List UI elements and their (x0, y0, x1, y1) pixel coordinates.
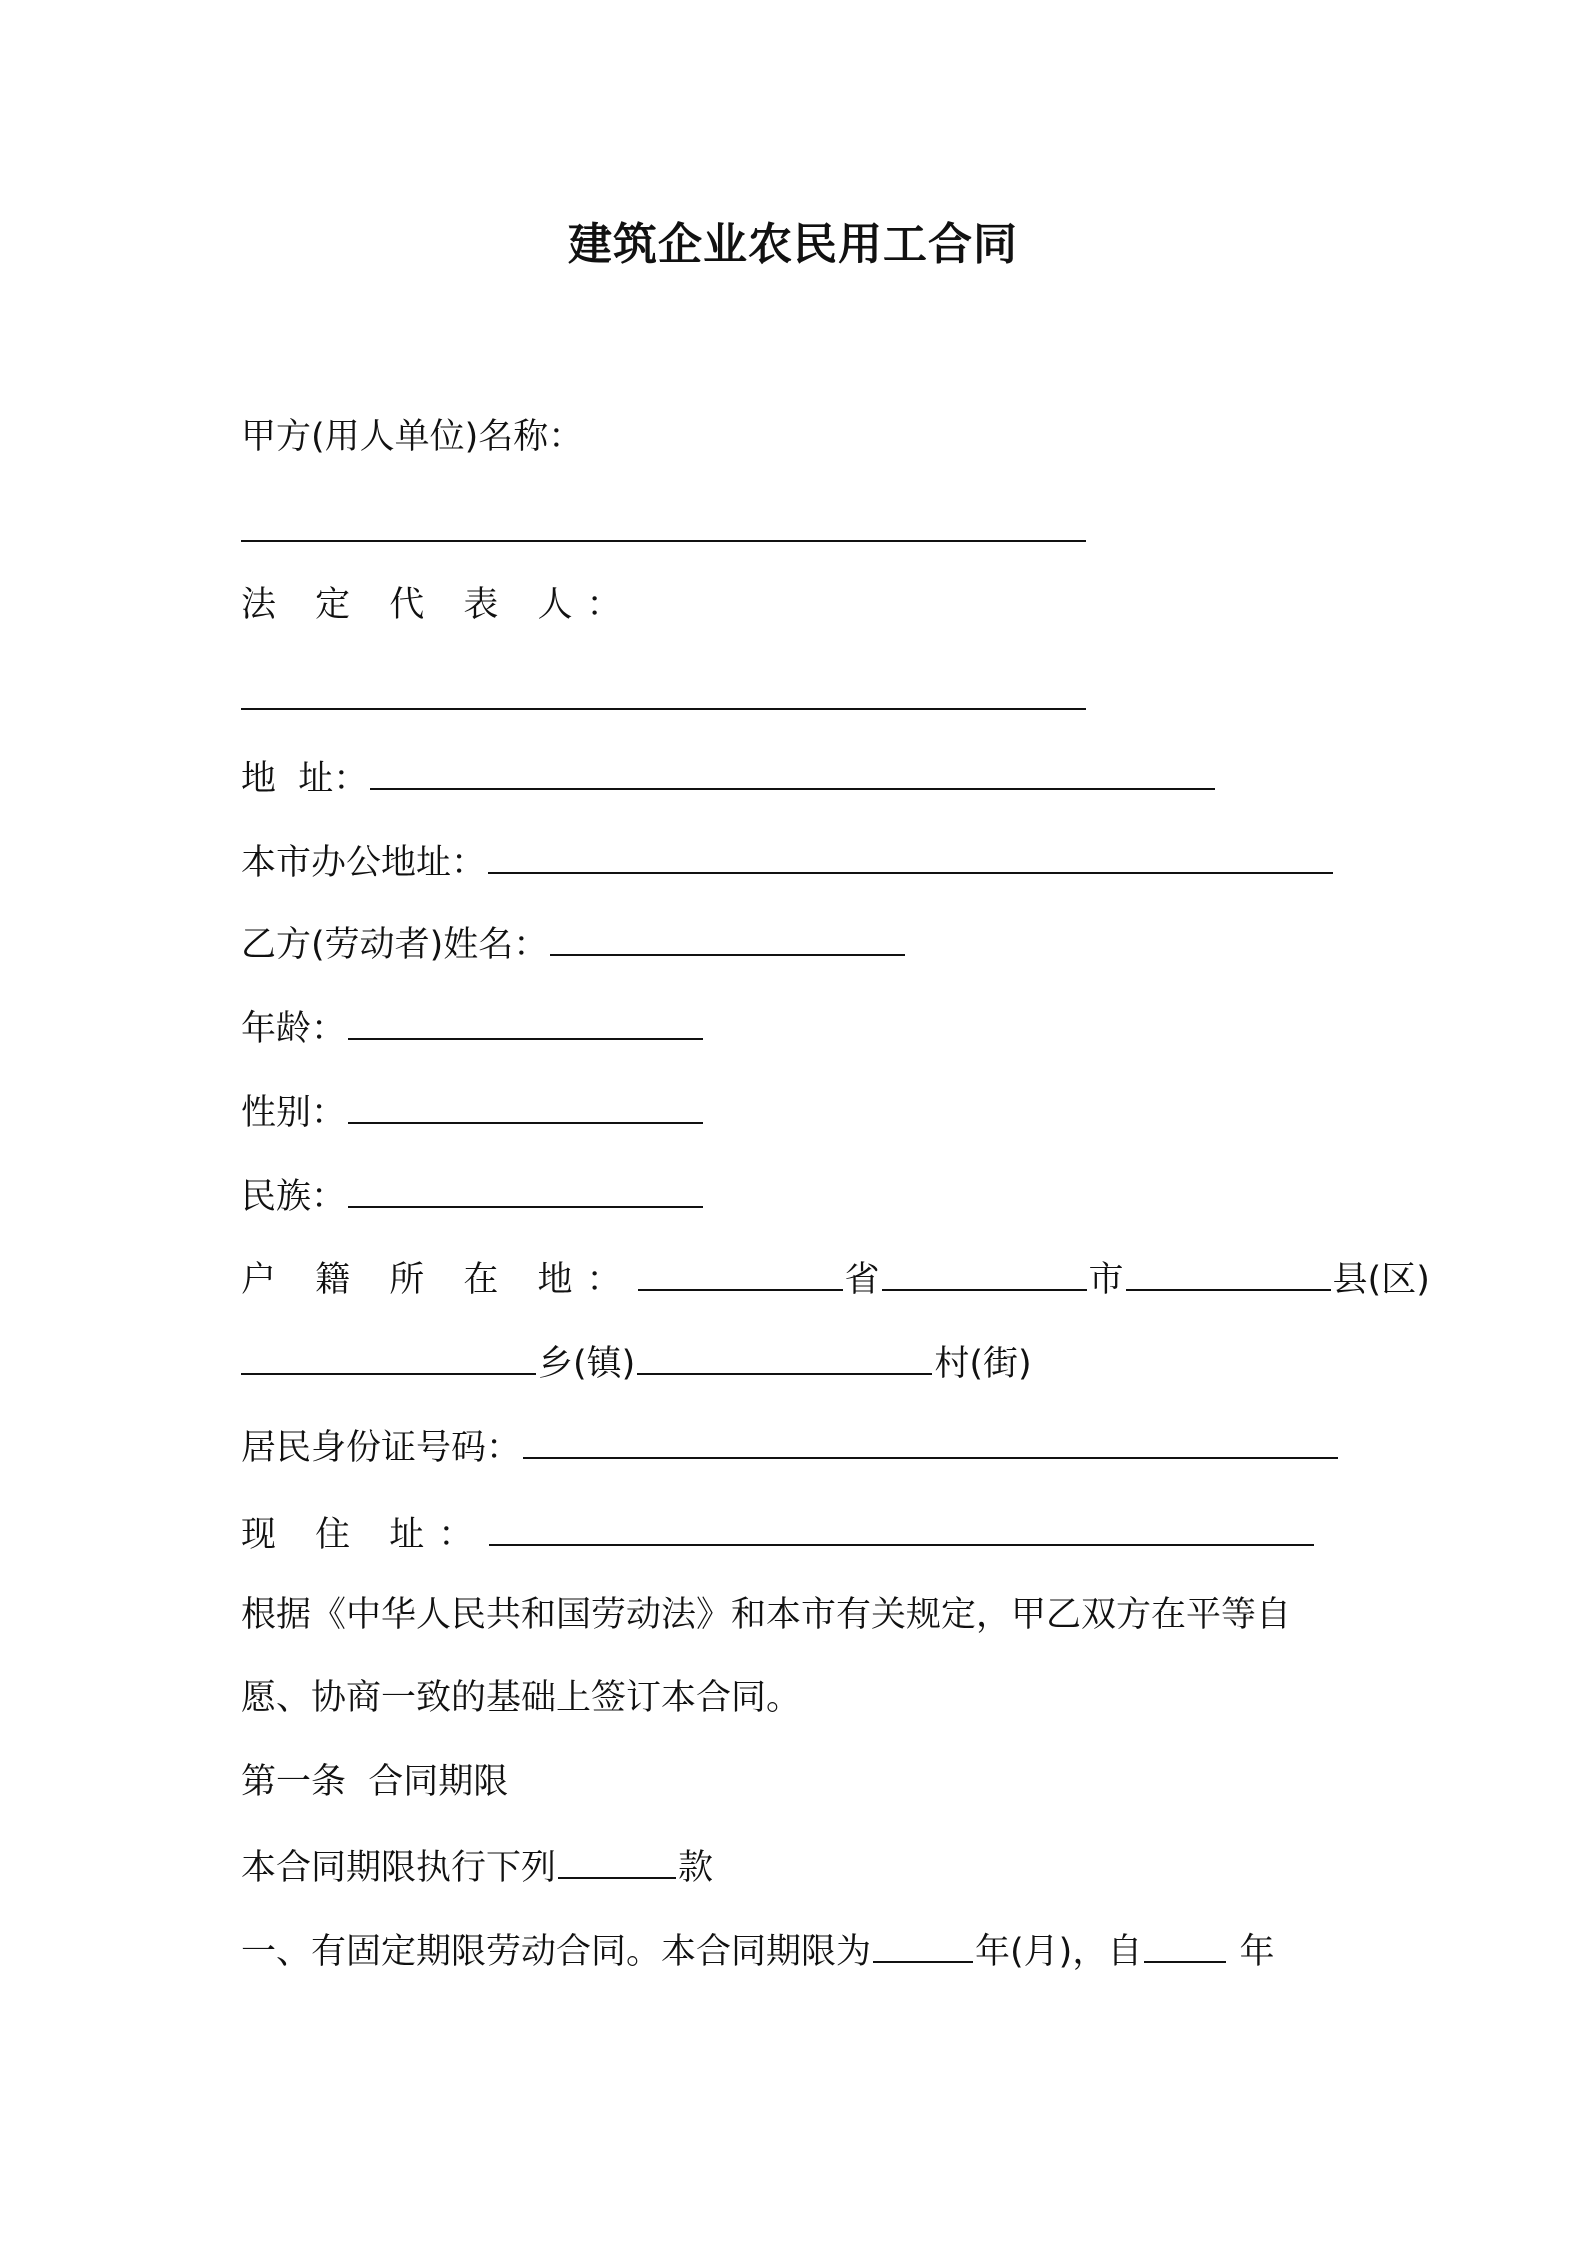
household-township-blank[interactable] (241, 1337, 536, 1375)
address-row (241, 752, 1217, 804)
article-1-intro-suffix: 款 (678, 1848, 714, 1888)
city-office-label: 本市办公地址： (241, 843, 487, 883)
clause-1-mid1: 年(月)，自 (975, 1932, 1143, 1972)
township-unit: 乡(镇) (538, 1344, 636, 1384)
preamble-line-2: 愿、协商一致的基础上签订本合同。 (241, 1678, 802, 1718)
address-blank[interactable] (370, 752, 1215, 790)
current-address-row (241, 1508, 1316, 1560)
household-village-blank[interactable] (637, 1337, 932, 1375)
article-1-title: 第一条 合同期限 (241, 1762, 509, 1802)
preamble-line-1: 根据《中华人民共和国劳动法》和本市有关规定，甲乙双方在平等自 (241, 1595, 1292, 1635)
party-a-name-label: 甲方(用人单位)名称： (241, 417, 584, 457)
city-unit: 市 (1088, 1260, 1124, 1300)
party-b-name-blank[interactable] (550, 918, 905, 956)
ethnicity-row (241, 1170, 705, 1222)
household-row (241, 1253, 1430, 1305)
clause-1-row (241, 1925, 1274, 1977)
legal-rep-label: 法 定 代 表 人： (241, 585, 636, 625)
age-row (241, 1002, 705, 1054)
gender-row (241, 1086, 705, 1138)
household-label: 户 籍 所 在 地： (241, 1260, 636, 1300)
gender-label: 性别： (241, 1093, 347, 1133)
party-b-name-label: 乙方(劳动者)姓名： (241, 925, 549, 965)
article-1-clause-blank[interactable] (558, 1841, 676, 1879)
id-number-row (241, 1421, 1340, 1473)
article-1-intro (241, 1841, 713, 1893)
party-b-name-row (241, 918, 907, 970)
age-blank[interactable] (348, 1002, 703, 1040)
document-title: 建筑企业农民用工合同 (568, 219, 1018, 270)
city-office-row (241, 836, 1335, 888)
id-number-label: 居民身份证号码： (241, 1428, 522, 1468)
ethnicity-blank[interactable] (348, 1170, 703, 1208)
household-row-2 (241, 1337, 1032, 1389)
province-unit: 省 (844, 1260, 880, 1300)
article-1-intro-prefix: 本合同期限执行下列 (241, 1848, 557, 1888)
party-a-name-blank[interactable] (241, 540, 1086, 542)
ethnicity-label: 民族： (241, 1177, 347, 1217)
clause-1-mid2: 年 (1228, 1932, 1275, 1972)
legal-rep-blank[interactable] (241, 708, 1086, 710)
household-city-blank[interactable] (882, 1253, 1087, 1291)
age-label: 年龄： (241, 1009, 347, 1049)
current-address-blank[interactable] (489, 1508, 1314, 1546)
current-address-label: 现 住 址： (241, 1515, 488, 1555)
village-unit: 村(街) (934, 1344, 1032, 1384)
address-label: 地 址： (241, 759, 369, 799)
county-unit: 县(区) (1332, 1260, 1430, 1300)
clause-1-prefix: 一、有固定期限劳动合同。本合同期限为 (241, 1932, 872, 1972)
household-county-blank[interactable] (1126, 1253, 1331, 1291)
clause-1-term-blank[interactable] (873, 1925, 973, 1963)
city-office-blank[interactable] (488, 836, 1333, 874)
household-province-blank[interactable] (638, 1253, 843, 1291)
clause-1-start-year-blank[interactable] (1144, 1925, 1226, 1963)
id-number-blank[interactable] (523, 1421, 1338, 1459)
gender-blank[interactable] (348, 1086, 703, 1124)
